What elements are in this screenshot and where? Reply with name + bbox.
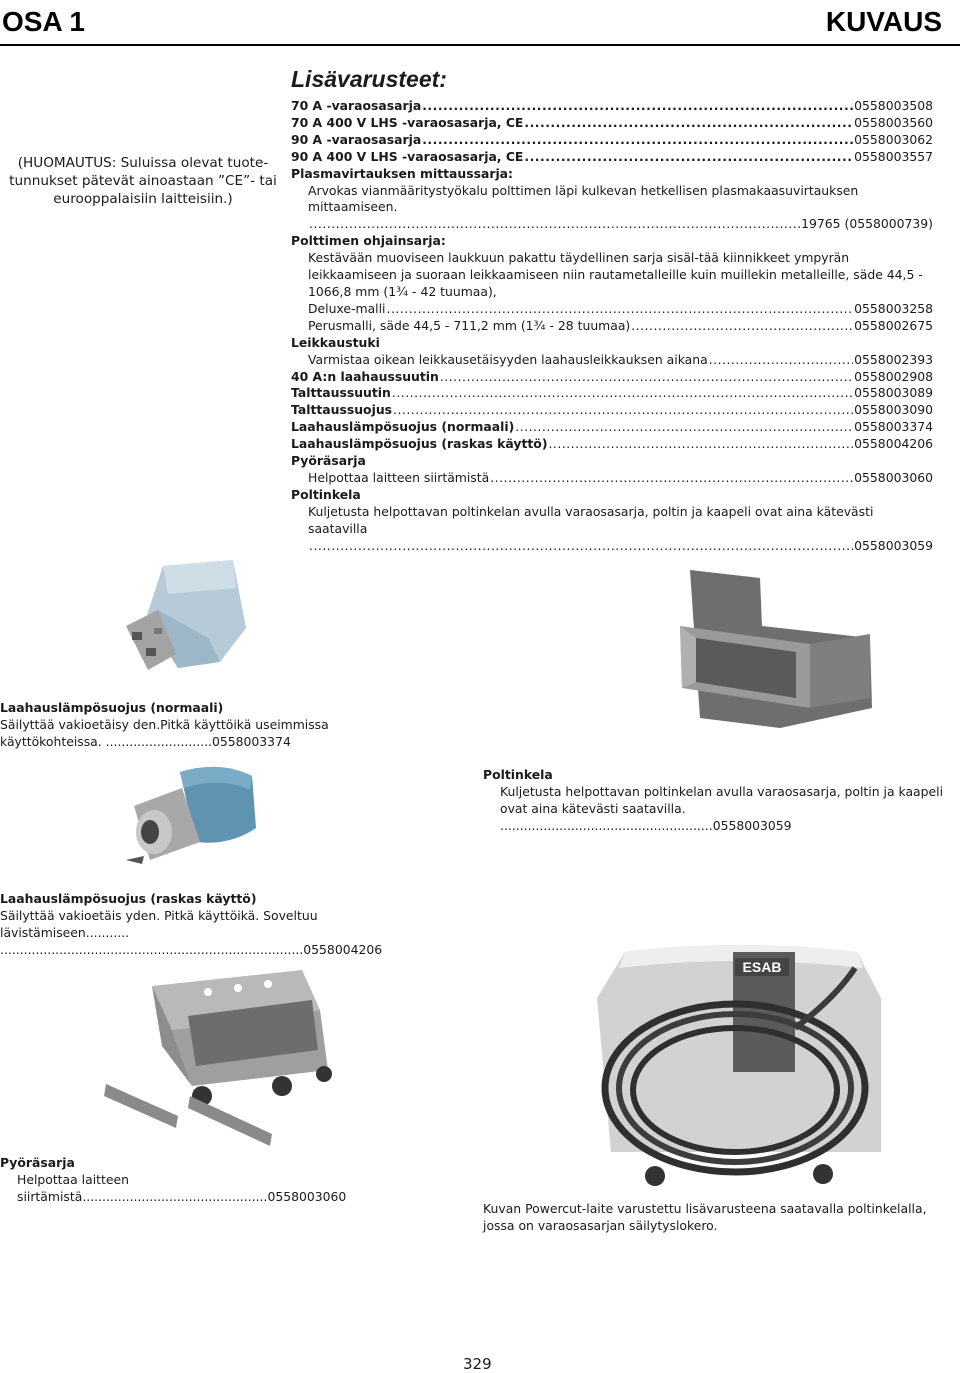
caption-title: Pyöräsarja [0, 1155, 75, 1170]
list-heading: Polttimen ohjainsarja: [291, 233, 446, 249]
caption-title: Poltinkela [483, 767, 553, 782]
list-item: Talttaussuutin ..... 0558003089 [291, 385, 933, 402]
list-description: Kestävään muoviseen laukkuun pakattu täydellinen sarja sisäl-tää kiinnikkeet ympyrän leikkaamiseen ja suoraan leikkaamiseen niin rautametalleille kuin muillekin metalleille, säde 44,5 - 1066,8 mm (1¾ - 42 tuumaa), [308, 250, 923, 299]
list-item: 70 A -varaosasarja ..... 0558003508 [291, 98, 933, 115]
list-heading: Plasmavirtauksen mittaussarja: [291, 165, 514, 181]
caption-row: ovat aina kätevästi saatavilla. ......................................................0558003059 [500, 801, 792, 833]
caption-drag-shield-normal [0, 699, 440, 750]
caption-row: Helpottaa laitteen siirtämistä...............................................0558003060 [17, 1172, 347, 1204]
drag-shield-heavy-image [120, 760, 260, 870]
list-item: 90 A -varaosasarja ..... 0558003062 [291, 132, 933, 149]
accessories-list [291, 98, 933, 554]
caption-powercut: Kuvan Powercut-laite varustettu lisävarusteena saatavalla poltinkelalla, jossa on varaosasarjan säilytyslokero. [483, 1201, 927, 1233]
list-item: Laahauslämpösuojus (raskas käyttö) ..... 0558004206 [291, 436, 933, 453]
caption-drag-shield-heavy [0, 890, 440, 958]
wheel-kit-image [92, 966, 332, 1156]
list-item: Deluxe-malli ..... 0558003258 [291, 301, 933, 318]
chapter-title: KUVAUS [825, 6, 942, 37]
page-number: 329 [463, 1355, 492, 1373]
torch-holder-image [660, 568, 900, 738]
list-heading: Pyöräsarja [291, 453, 366, 469]
caption-title: Laahauslämpösuojus (raskas käyttö) [0, 891, 257, 906]
drag-shield-normal-image [118, 558, 258, 678]
list-item: 70 A 400 V LHS -varaosasarja, CE ..... 0558003560 [291, 115, 933, 132]
section-label: OSA 1 [2, 6, 85, 37]
list-item: Perusmalli, säde 44,5 - 711,2 mm (1¾ - 28 tuumaa) ..... 0558002675 [291, 318, 933, 335]
list-item: ..... 0558003059 [291, 538, 933, 555]
caption-wheel-kit [0, 1154, 440, 1205]
section-title: Lisävarusteet: [291, 66, 447, 92]
list-item: 90 A 400 V LHS -varaosasarja, CE ..... 0558003557 [291, 149, 933, 166]
list-item: ..... 19765 (0558000739) [291, 216, 933, 233]
esab-logo: ESAB [742, 959, 782, 975]
list-item: Helpottaa laitteen siirtämistä ..... 0558003060 [291, 470, 933, 487]
caption-text: Säilyttää vakioetäis yden. Pitkä käyttöikä. Soveltuu lävistämiseen........... [0, 908, 318, 940]
caption-title: Laahauslämpösuojus (normaali) [0, 700, 224, 715]
list-heading: Poltinkela [291, 486, 361, 502]
list-heading: Leikkaustuki [291, 334, 380, 350]
list-description: Kuljetusta helpottavan poltinkelan avulla varaosasarja, poltin ja kaapeli ovat aina kätevästi saatavilla [308, 503, 874, 536]
caption-row: .............................................................................0558004206 [0, 942, 383, 957]
list-item: 40 A:n laahaussuutin ..... 0558002908 [291, 369, 933, 386]
caption-text: Kuljetusta helpottavan poltinkelan avulla varaosasarja, poltin ja kaapeli [500, 784, 944, 799]
caption-row: käyttökohteissa. ...........................0558003374 [0, 734, 291, 749]
ce-note: (HUOMAUTUS: Suluissa olevat tuote-tunnukset pätevät ainoastaan ”CE”- tai eurooppalaisiin laitteisiin.) [9, 155, 277, 207]
list-item: Laahauslämpösuojus (normaali) ..... 0558003374 [291, 419, 933, 436]
header-rule [0, 44, 960, 46]
list-description: Arvokas vianmääritystyökalu polttimen läpi kulkevan hetkellisen plasmakaasuvirtauksen mittaamiseen. [308, 182, 859, 215]
list-item: Talttaussuojus ..... 0558003090 [291, 402, 933, 419]
caption-text: Säilyttää vakioetäisy den.Pitkä käyttöikä useimmissa [0, 717, 329, 732]
powercut-unit-image [585, 938, 885, 1188]
list-item: Varmistaa oikean leikkausetäisyyden laahausleikkauksen aikana ..... 0558002393 [291, 352, 933, 369]
caption-torch-holder [483, 766, 943, 834]
